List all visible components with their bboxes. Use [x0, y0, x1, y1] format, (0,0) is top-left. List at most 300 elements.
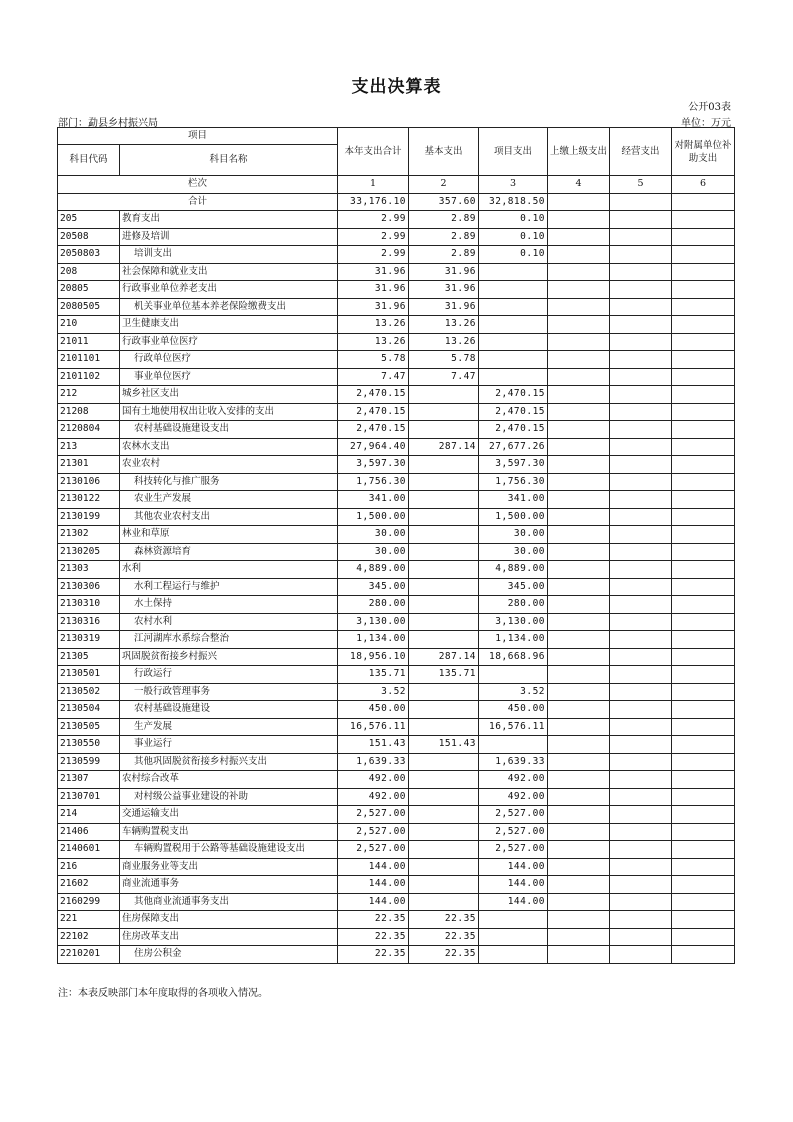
row-upper — [548, 911, 610, 929]
row-total: 1,500.00 — [338, 508, 409, 526]
row-subsidy — [672, 613, 735, 631]
row-basic: 287.14 — [409, 438, 479, 456]
row-total: 7.47 — [338, 368, 409, 386]
row-project: 341.00 — [479, 491, 548, 509]
table-row — [58, 841, 735, 859]
table-row — [58, 701, 735, 719]
row-total: 5.78 — [338, 351, 409, 369]
row-code: 2160299 — [58, 893, 120, 911]
row-basic — [409, 491, 479, 509]
row-total: 144.00 — [338, 893, 409, 911]
row-basic — [409, 753, 479, 771]
table-row — [58, 421, 735, 439]
row-code: 21602 — [58, 876, 120, 894]
row-code: 2130319 — [58, 631, 120, 649]
column-index-4: 4 — [548, 176, 610, 194]
row-upper — [548, 263, 610, 281]
row-upper — [548, 351, 610, 369]
row-business — [610, 578, 672, 596]
row-upper — [548, 246, 610, 264]
row-name: 行政运行 — [120, 666, 338, 684]
row-project: 0.10 — [479, 246, 548, 264]
row-project — [479, 281, 548, 299]
row-subsidy — [672, 596, 735, 614]
row-name: 一般行政管理事务 — [120, 683, 338, 701]
row-basic: 5.78 — [409, 351, 479, 369]
row-upper — [548, 386, 610, 404]
row-total: 31.96 — [338, 298, 409, 316]
row-project — [479, 666, 548, 684]
table-row — [58, 823, 735, 841]
row-project — [479, 316, 548, 334]
table-row — [58, 753, 735, 771]
row-upper — [548, 701, 610, 719]
row-name: 农村基础设施建设 — [120, 701, 338, 719]
row-basic: 287.14 — [409, 648, 479, 666]
row-project: 1,134.00 — [479, 631, 548, 649]
total-label: 合计 — [58, 193, 338, 211]
row-name: 农林水支出 — [120, 438, 338, 456]
row-business — [610, 491, 672, 509]
row-name: 其他商业流通事务支出 — [120, 893, 338, 911]
row-total: 144.00 — [338, 876, 409, 894]
row-total: 2,470.15 — [338, 386, 409, 404]
row-total: 492.00 — [338, 788, 409, 806]
row-upper — [548, 508, 610, 526]
row-project: 3.52 — [479, 683, 548, 701]
column-index-label: 栏次 — [58, 176, 338, 194]
row-upper — [548, 421, 610, 439]
row-subsidy — [672, 946, 735, 964]
row-business — [610, 893, 672, 911]
header-code: 科目代码 — [58, 145, 120, 176]
table-row — [58, 893, 735, 911]
row-project: 3,130.00 — [479, 613, 548, 631]
row-basic — [409, 823, 479, 841]
row-upper — [548, 316, 610, 334]
row-total: 3,597.30 — [338, 456, 409, 474]
row-name: 生产发展 — [120, 718, 338, 736]
row-subsidy — [672, 281, 735, 299]
row-upper — [548, 281, 610, 299]
row-project — [479, 298, 548, 316]
row-upper — [548, 683, 610, 701]
row-code: 213 — [58, 438, 120, 456]
row-total: 345.00 — [338, 578, 409, 596]
row-basic: 31.96 — [409, 281, 479, 299]
row-business — [610, 438, 672, 456]
column-index-2: 2 — [409, 176, 479, 194]
row-project: 144.00 — [479, 876, 548, 894]
row-project: 144.00 — [479, 893, 548, 911]
expenditure-table — [57, 127, 735, 964]
row-upper — [548, 771, 610, 789]
row-business — [610, 281, 672, 299]
row-subsidy — [672, 351, 735, 369]
header-project: 项目 — [58, 128, 338, 145]
row-basic: 22.35 — [409, 928, 479, 946]
row-business — [610, 718, 672, 736]
row-project: 2,527.00 — [479, 806, 548, 824]
row-name: 住房改革支出 — [120, 928, 338, 946]
row-code: 221 — [58, 911, 120, 929]
row-business — [610, 368, 672, 386]
row-code: 2130599 — [58, 753, 120, 771]
row-business — [610, 911, 672, 929]
row-basic — [409, 701, 479, 719]
table-row — [58, 456, 735, 474]
row-name: 水利 — [120, 561, 338, 579]
total-business — [610, 193, 672, 211]
row-name: 城乡社区支出 — [120, 386, 338, 404]
row-upper — [548, 946, 610, 964]
row-code: 21301 — [58, 456, 120, 474]
row-total: 13.26 — [338, 316, 409, 334]
table-row — [58, 386, 735, 404]
row-name: 其他农业农村支出 — [120, 508, 338, 526]
table-row — [58, 596, 735, 614]
row-basic — [409, 596, 479, 614]
row-total: 31.96 — [338, 263, 409, 281]
row-upper — [548, 893, 610, 911]
row-business — [610, 736, 672, 754]
row-total: 1,134.00 — [338, 631, 409, 649]
row-subsidy — [672, 718, 735, 736]
total-basic: 357.60 — [409, 193, 479, 211]
row-name: 国有土地使用权出让收入安排的支出 — [120, 403, 338, 421]
row-basic — [409, 771, 479, 789]
row-subsidy — [672, 526, 735, 544]
row-total: 1,639.33 — [338, 753, 409, 771]
row-basic: 22.35 — [409, 946, 479, 964]
row-basic — [409, 403, 479, 421]
row-code: 22102 — [58, 928, 120, 946]
row-name: 江河湖库水系综合整治 — [120, 631, 338, 649]
row-code: 208 — [58, 263, 120, 281]
row-code: 2050803 — [58, 246, 120, 264]
row-business — [610, 631, 672, 649]
row-upper — [548, 876, 610, 894]
row-project: 4,889.00 — [479, 561, 548, 579]
row-subsidy — [672, 841, 735, 859]
row-basic — [409, 456, 479, 474]
row-total: 13.26 — [338, 333, 409, 351]
row-basic — [409, 683, 479, 701]
row-basic: 13.26 — [409, 333, 479, 351]
row-basic — [409, 841, 479, 859]
header-upper: 上缴上级支出 — [548, 128, 610, 176]
row-upper — [548, 403, 610, 421]
row-business — [610, 823, 672, 841]
row-business — [610, 806, 672, 824]
row-subsidy — [672, 736, 735, 754]
row-name: 事业单位医疗 — [120, 368, 338, 386]
row-total: 3.52 — [338, 683, 409, 701]
row-code: 2130501 — [58, 666, 120, 684]
row-subsidy — [672, 911, 735, 929]
row-total: 3,130.00 — [338, 613, 409, 631]
row-total: 135.71 — [338, 666, 409, 684]
row-upper — [548, 596, 610, 614]
row-business — [610, 788, 672, 806]
row-business — [610, 648, 672, 666]
row-business — [610, 946, 672, 964]
row-name: 水利工程运行与维护 — [120, 578, 338, 596]
row-code: 205 — [58, 211, 120, 229]
row-basic — [409, 631, 479, 649]
row-total: 2.99 — [338, 246, 409, 264]
row-total: 2,527.00 — [338, 823, 409, 841]
table-row — [58, 648, 735, 666]
table-row — [58, 263, 735, 281]
row-project — [479, 263, 548, 281]
row-business — [610, 666, 672, 684]
row-code: 2120804 — [58, 421, 120, 439]
row-upper — [548, 736, 610, 754]
row-code: 2130701 — [58, 788, 120, 806]
row-total: 22.35 — [338, 928, 409, 946]
row-upper — [548, 788, 610, 806]
row-code: 2130310 — [58, 596, 120, 614]
table-row — [58, 718, 735, 736]
row-upper — [548, 491, 610, 509]
column-index-3: 3 — [479, 176, 548, 194]
total-project: 32,818.50 — [479, 193, 548, 211]
row-code: 21406 — [58, 823, 120, 841]
row-name: 农村基础设施建设支出 — [120, 421, 338, 439]
row-total: 30.00 — [338, 526, 409, 544]
row-name: 森林资源培育 — [120, 543, 338, 561]
table-row — [58, 613, 735, 631]
header-subsidy: 对附属单位补助支出 — [672, 128, 735, 176]
row-project: 450.00 — [479, 701, 548, 719]
form-number: 公开03表 — [688, 102, 731, 113]
row-name: 教育支出 — [120, 211, 338, 229]
row-total: 27,964.40 — [338, 438, 409, 456]
row-total: 450.00 — [338, 701, 409, 719]
row-business — [610, 421, 672, 439]
row-upper — [548, 578, 610, 596]
row-total: 30.00 — [338, 543, 409, 561]
row-business — [610, 701, 672, 719]
row-subsidy — [672, 771, 735, 789]
row-basic: 22.35 — [409, 911, 479, 929]
table-row — [58, 333, 735, 351]
row-upper — [548, 211, 610, 229]
row-business — [610, 928, 672, 946]
row-project — [479, 946, 548, 964]
row-subsidy — [672, 211, 735, 229]
row-upper — [548, 648, 610, 666]
row-basic: 13.26 — [409, 316, 479, 334]
row-code: 2101102 — [58, 368, 120, 386]
row-business — [610, 508, 672, 526]
row-business — [610, 228, 672, 246]
row-code: 2140601 — [58, 841, 120, 859]
table-row — [58, 683, 735, 701]
row-subsidy — [672, 648, 735, 666]
row-subsidy — [672, 298, 735, 316]
row-basic — [409, 561, 479, 579]
row-name: 车辆购置税支出 — [120, 823, 338, 841]
row-code: 216 — [58, 858, 120, 876]
row-subsidy — [672, 403, 735, 421]
table-row — [58, 298, 735, 316]
row-business — [610, 386, 672, 404]
column-index-5: 5 — [610, 176, 672, 194]
row-upper — [548, 368, 610, 386]
row-basic — [409, 893, 479, 911]
row-upper — [548, 631, 610, 649]
header-project-expenditure: 项目支出 — [479, 128, 548, 176]
row-code: 2130504 — [58, 701, 120, 719]
row-total: 341.00 — [338, 491, 409, 509]
row-subsidy — [672, 928, 735, 946]
row-upper — [548, 561, 610, 579]
row-name: 对村级公益事业建设的补助 — [120, 788, 338, 806]
row-name: 住房公积金 — [120, 946, 338, 964]
row-basic — [409, 473, 479, 491]
row-subsidy — [672, 473, 735, 491]
row-subsidy — [672, 543, 735, 561]
row-project: 0.10 — [479, 211, 548, 229]
row-basic: 2.89 — [409, 228, 479, 246]
row-code: 2130505 — [58, 718, 120, 736]
footnote: 注：本表反映部门本年度取得的各项收入情况。 — [58, 988, 268, 999]
table-row — [58, 806, 735, 824]
row-project: 2,527.00 — [479, 841, 548, 859]
row-subsidy — [672, 631, 735, 649]
row-name: 车辆购置税用于公路等基础设施建设支出 — [120, 841, 338, 859]
row-total: 2,527.00 — [338, 841, 409, 859]
row-name: 巩固脱贫衔接乡村振兴 — [120, 648, 338, 666]
row-total: 2.99 — [338, 211, 409, 229]
row-project — [479, 351, 548, 369]
department-label: 部门：勐县乡村振兴局 — [58, 118, 158, 129]
row-upper — [548, 858, 610, 876]
table-row — [58, 246, 735, 264]
row-project: 30.00 — [479, 526, 548, 544]
row-basic — [409, 543, 479, 561]
table-row — [58, 211, 735, 229]
row-project — [479, 368, 548, 386]
row-total: 2,470.15 — [338, 421, 409, 439]
row-business — [610, 316, 672, 334]
row-subsidy — [672, 701, 735, 719]
row-basic — [409, 526, 479, 544]
table-row — [58, 946, 735, 964]
row-upper — [548, 753, 610, 771]
unit-label: 单位：万元 — [681, 118, 731, 129]
row-basic — [409, 578, 479, 596]
row-total: 144.00 — [338, 858, 409, 876]
table-row — [58, 438, 735, 456]
row-total: 492.00 — [338, 771, 409, 789]
column-index-1: 1 — [338, 176, 409, 194]
row-business — [610, 403, 672, 421]
row-upper — [548, 456, 610, 474]
row-total: 1,756.30 — [338, 473, 409, 491]
row-subsidy — [672, 228, 735, 246]
row-subsidy — [672, 666, 735, 684]
table-row — [58, 788, 735, 806]
row-upper — [548, 473, 610, 491]
row-project: 2,470.15 — [479, 421, 548, 439]
table-row — [58, 543, 735, 561]
row-code: 2130122 — [58, 491, 120, 509]
row-subsidy — [672, 246, 735, 264]
row-total: 280.00 — [338, 596, 409, 614]
row-code: 21011 — [58, 333, 120, 351]
row-project: 492.00 — [479, 771, 548, 789]
row-code: 20508 — [58, 228, 120, 246]
row-business — [610, 683, 672, 701]
row-business — [610, 753, 672, 771]
row-subsidy — [672, 368, 735, 386]
table-row — [58, 876, 735, 894]
row-basic — [409, 386, 479, 404]
row-basic: 135.71 — [409, 666, 479, 684]
row-project — [479, 736, 548, 754]
row-project: 16,576.11 — [479, 718, 548, 736]
row-name: 进修及培训 — [120, 228, 338, 246]
row-total: 151.43 — [338, 736, 409, 754]
row-subsidy — [672, 858, 735, 876]
row-project: 144.00 — [479, 858, 548, 876]
row-business — [610, 333, 672, 351]
row-name: 农业农村 — [120, 456, 338, 474]
row-project: 492.00 — [479, 788, 548, 806]
row-business — [610, 841, 672, 859]
row-name: 农村综合改革 — [120, 771, 338, 789]
row-project: 27,677.26 — [479, 438, 548, 456]
row-total: 16,576.11 — [338, 718, 409, 736]
row-name: 事业运行 — [120, 736, 338, 754]
row-code: 21307 — [58, 771, 120, 789]
header-name: 科目名称 — [120, 145, 338, 176]
column-index-6: 6 — [672, 176, 735, 194]
row-code: 2210201 — [58, 946, 120, 964]
table-row — [58, 491, 735, 509]
row-upper — [548, 298, 610, 316]
row-project: 1,500.00 — [479, 508, 548, 526]
row-name: 农业生产发展 — [120, 491, 338, 509]
row-code: 214 — [58, 806, 120, 824]
row-name: 商业流通事务 — [120, 876, 338, 894]
row-basic: 2.89 — [409, 246, 479, 264]
table-row — [58, 736, 735, 754]
row-name: 住房保障支出 — [120, 911, 338, 929]
row-subsidy — [672, 683, 735, 701]
row-name: 林业和草原 — [120, 526, 338, 544]
row-code: 2130199 — [58, 508, 120, 526]
row-code: 210 — [58, 316, 120, 334]
row-subsidy — [672, 806, 735, 824]
row-basic — [409, 858, 479, 876]
row-name: 行政单位医疗 — [120, 351, 338, 369]
row-name: 行政事业单位医疗 — [120, 333, 338, 351]
row-business — [610, 473, 672, 491]
row-project: 1,639.33 — [479, 753, 548, 771]
row-subsidy — [672, 263, 735, 281]
row-code: 21303 — [58, 561, 120, 579]
row-name: 卫生健康支出 — [120, 316, 338, 334]
row-business — [610, 596, 672, 614]
table-row — [58, 473, 735, 491]
row-subsidy — [672, 491, 735, 509]
row-business — [610, 561, 672, 579]
row-name: 机关事业单位基本养老保险缴费支出 — [120, 298, 338, 316]
